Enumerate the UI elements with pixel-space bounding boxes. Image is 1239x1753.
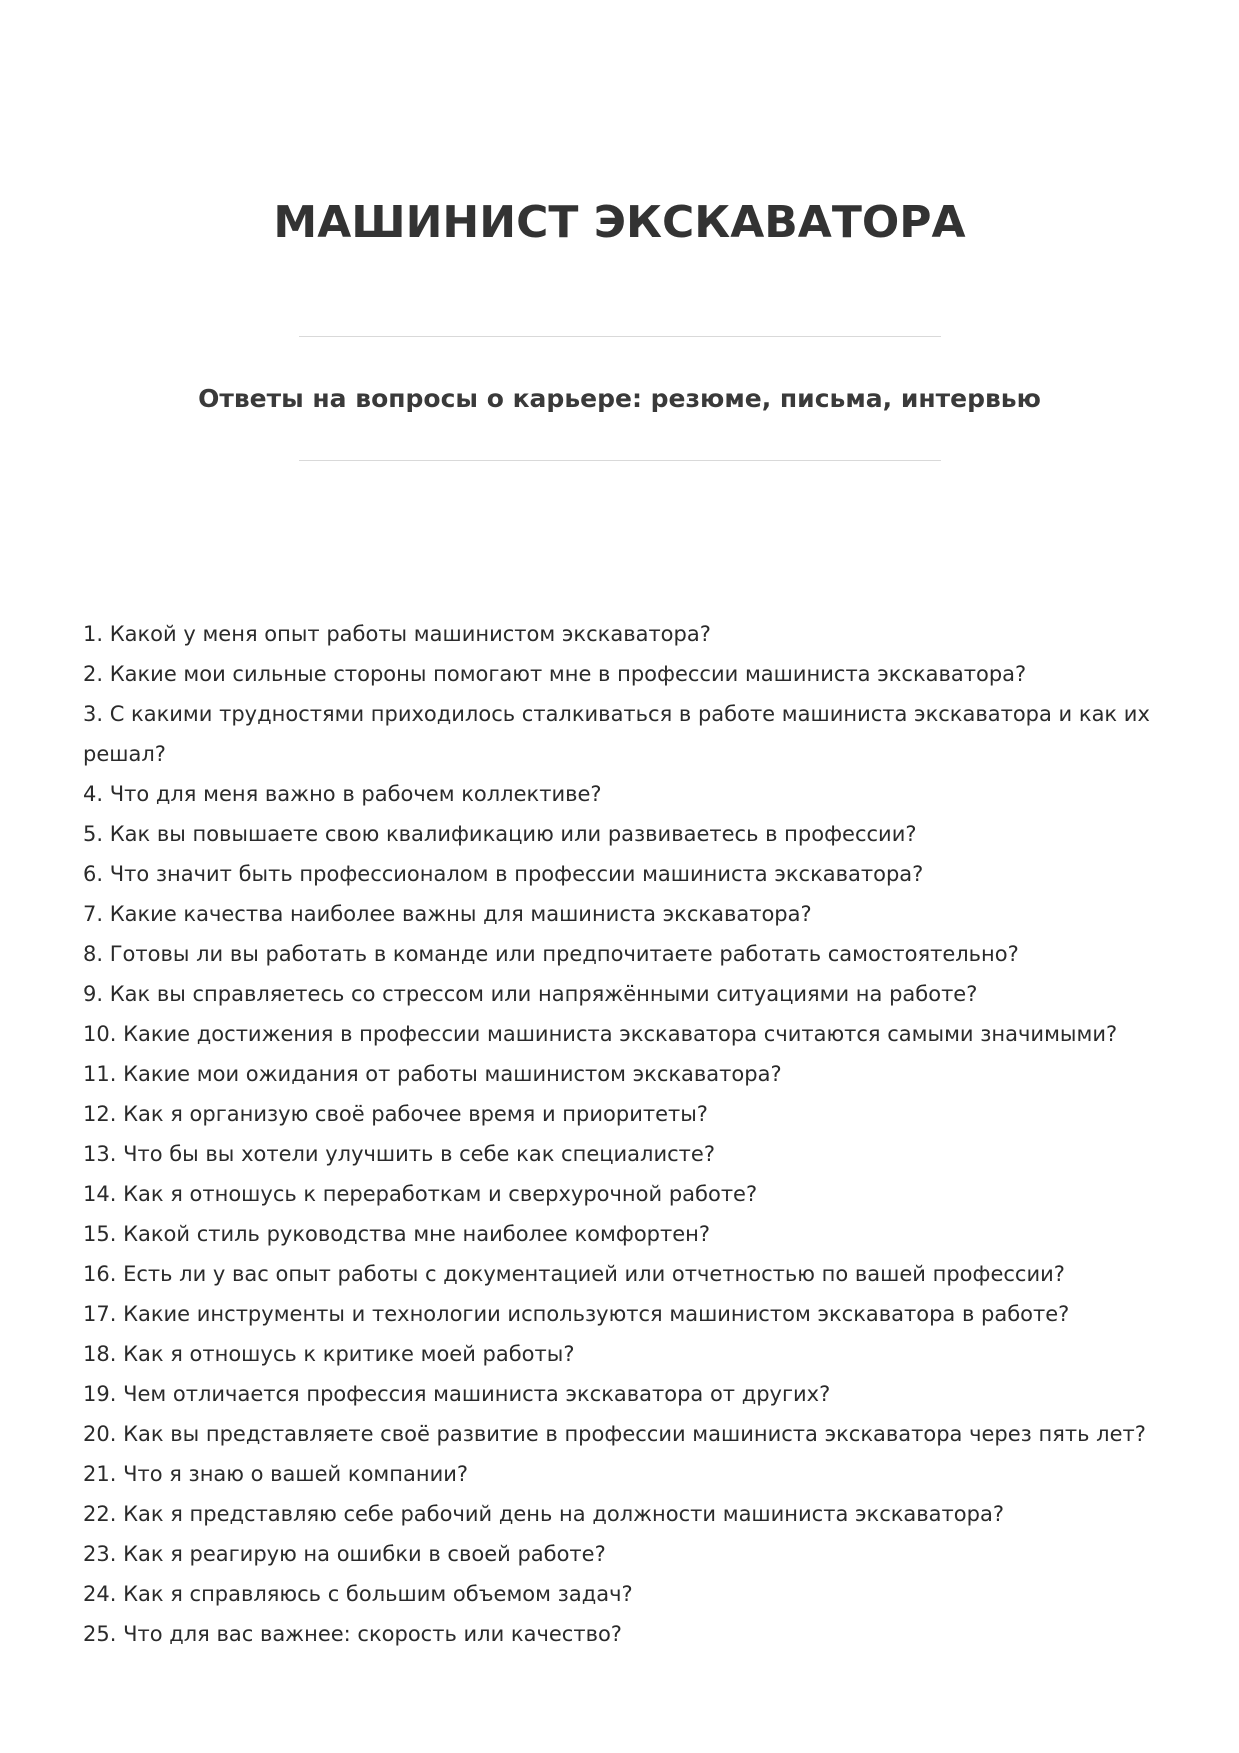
question-item: 6. Что значит быть профессионалом в профессии машиниста экскаватора? (83, 862, 924, 886)
question-item: 22. Как я представляю себе рабочий день на должности машиниста экскаватора? (83, 1502, 1004, 1526)
question-item: 2. Какие мои сильные стороны помогают мне в профессии машиниста экскаватора? (83, 662, 1027, 686)
question-item: 17. Какие инструменты и технологии используются машинистом экскаватора в работе? (83, 1302, 1070, 1326)
divider-bottom (299, 460, 941, 461)
question-item: 23. Как я реагирую на ошибки в своей работе? (83, 1542, 606, 1566)
question-item: 12. Как я организую своё рабочее время и приоритеты? (83, 1102, 708, 1126)
question-item: 9. Как вы справляетесь со стрессом или напряжёнными ситуациями на работе? (83, 982, 978, 1006)
question-item: 16. Есть ли у вас опыт работы с документацией или отчетностью по вашей профессии? (83, 1262, 1065, 1286)
question-item: 15. Какой стиль руководства мне наиболее комфортен? (83, 1222, 711, 1246)
page-subtitle: Ответы на вопросы о карьере: резюме, письма, интервью (198, 384, 1041, 413)
question-item: 13. Что бы вы хотели улучшить в себе как специалисте? (83, 1142, 715, 1166)
divider-top (299, 336, 941, 337)
question-item: 5. Как вы повышаете свою квалификацию или развиваетесь в профессии? (83, 822, 917, 846)
question-item: 11. Какие мои ожидания от работы машинистом экскаватора? (83, 1062, 782, 1086)
question-item: 10. Какие достижения в профессии машиниста экскаватора считаются самыми значимыми? (83, 1022, 1118, 1046)
question-item: 3. С какими трудностями приходилось сталкиваться в работе машиниста экскаватора и как их решал? (83, 702, 1150, 766)
question-item: 18. Как я отношусь к критике моей работы? (83, 1342, 575, 1366)
question-item: 4. Что для меня важно в рабочем коллективе? (83, 782, 602, 806)
question-item: 20. Как вы представляете своё развитие в профессии машиниста экскаватора через пять лет? (83, 1422, 1146, 1446)
question-item: 21. Что я знаю о вашей компании? (83, 1462, 469, 1486)
question-list (83, 614, 1153, 1654)
question-item: 25. Что для вас важнее: скорость или качество? (83, 1622, 622, 1646)
question-item: 24. Как я справляюсь с большим объемом задач? (83, 1582, 633, 1606)
question-item: 7. Какие качества наиболее важны для машиниста экскаватора? (83, 902, 812, 926)
question-item: 8. Готовы ли вы работать в команде или предпочитаете работать самостоятельно? (83, 942, 1019, 966)
question-item: 19. Чем отличается профессия машиниста экскаватора от других? (83, 1382, 831, 1406)
page-title: МАШИНИСТ ЭКСКАВАТОРА (273, 197, 966, 248)
question-item: 14. Как я отношусь к переработкам и сверхурочной работе? (83, 1182, 758, 1206)
question-item: 1. Какой у меня опыт работы машинистом экскаватора? (83, 622, 711, 646)
